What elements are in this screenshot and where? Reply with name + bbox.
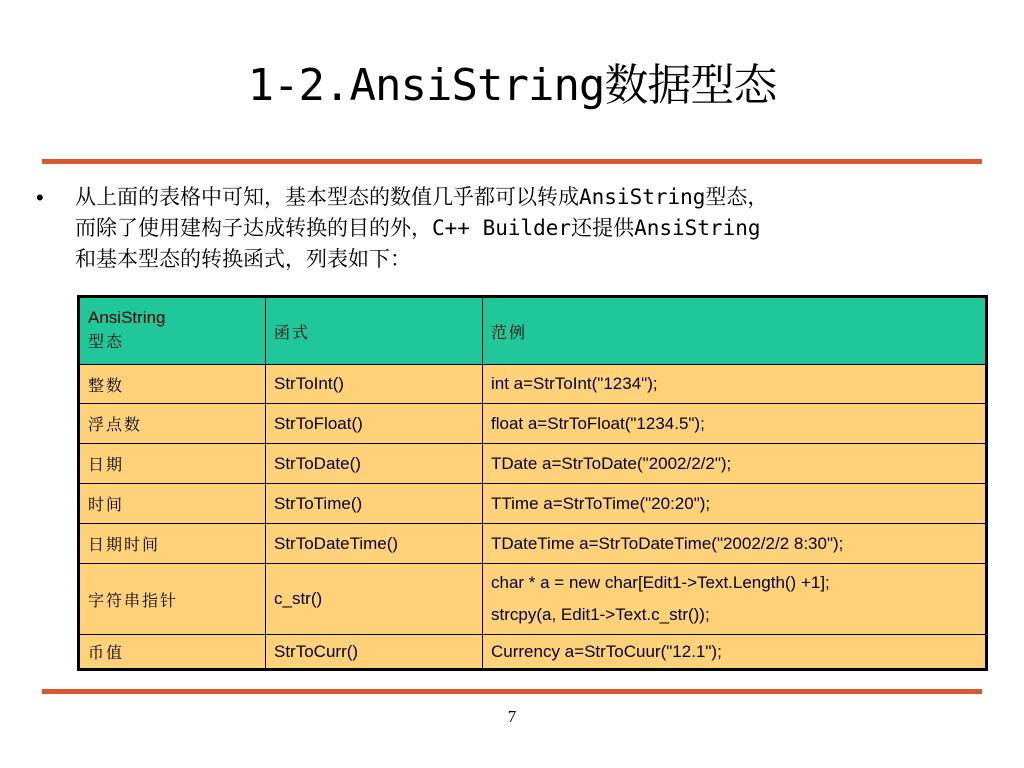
- example-cell: float a=StrToFloat("1234.5");: [483, 404, 987, 444]
- conversion-table: [77, 295, 988, 671]
- header-type-cell: [79, 297, 266, 365]
- example-cell: [483, 564, 987, 635]
- function-cell: StrToCurr(): [266, 635, 483, 670]
- function-cell: StrToDateTime(): [266, 524, 483, 564]
- type-cell: 时间: [79, 484, 266, 524]
- header-function-cell: 函式: [266, 297, 483, 365]
- table-row: [79, 564, 987, 635]
- example-line: char * a = new char[Edit1->Text.Length() +1];: [491, 573, 830, 592]
- table-row: [79, 365, 987, 404]
- type-cell: 整数: [79, 365, 266, 404]
- type-cell: 日期: [79, 444, 266, 484]
- table-row: [79, 635, 987, 670]
- bullet-line: 和基本型态的转换函式，列表如下：: [75, 247, 411, 271]
- table-header-row: [79, 297, 987, 365]
- example-cell: int a=StrToInt("1234");: [483, 365, 987, 404]
- table-row: [79, 404, 987, 444]
- top-divider: [42, 159, 982, 164]
- page-number: 7: [507, 707, 517, 726]
- function-cell: StrToDate(): [266, 444, 483, 484]
- type-cell: 浮点数: [79, 404, 266, 444]
- function-cell: StrToInt(): [266, 365, 483, 404]
- type-cell: 字符串指针: [79, 564, 266, 635]
- table-row: [79, 524, 987, 564]
- example-cell: TDate a=StrToDate("2002/2/2");: [483, 444, 987, 484]
- example-cell: Currency a=StrToCuur("12.1");: [483, 635, 987, 670]
- bullet-line: 而除了使用建构子达成转换的目的外，C++ Builder还提供AnsiString: [75, 216, 761, 240]
- header-type-line2: 型态: [88, 332, 125, 351]
- function-cell: c_str(): [266, 564, 483, 635]
- function-cell: StrToTime(): [266, 484, 483, 524]
- example-cell: TTime a=StrToTime("20:20");: [483, 484, 987, 524]
- bullet-text: [75, 182, 985, 275]
- bullet-line: 从上面的表格中可知，基本型态的数值几乎都可以转成AnsiString型态，: [75, 185, 769, 209]
- table-row: [79, 484, 987, 524]
- table-row: [79, 444, 987, 484]
- header-type-line1: AnsiString: [88, 308, 166, 327]
- example-line: strcpy(a, Edit1->Text.c_str());: [491, 605, 710, 624]
- function-cell: StrToFloat(): [266, 404, 483, 444]
- bullet-dot-icon: •: [36, 185, 44, 210]
- type-cell: 日期时间: [79, 524, 266, 564]
- type-cell: 币值: [79, 635, 266, 670]
- slide-title: 1-2.AnsiString数据型态: [247, 60, 777, 111]
- header-example-cell: 范例: [483, 297, 987, 365]
- example-cell: TDateTime a=StrToDateTime("2002/2/2 8:30");: [483, 524, 987, 564]
- bottom-divider: [42, 689, 982, 694]
